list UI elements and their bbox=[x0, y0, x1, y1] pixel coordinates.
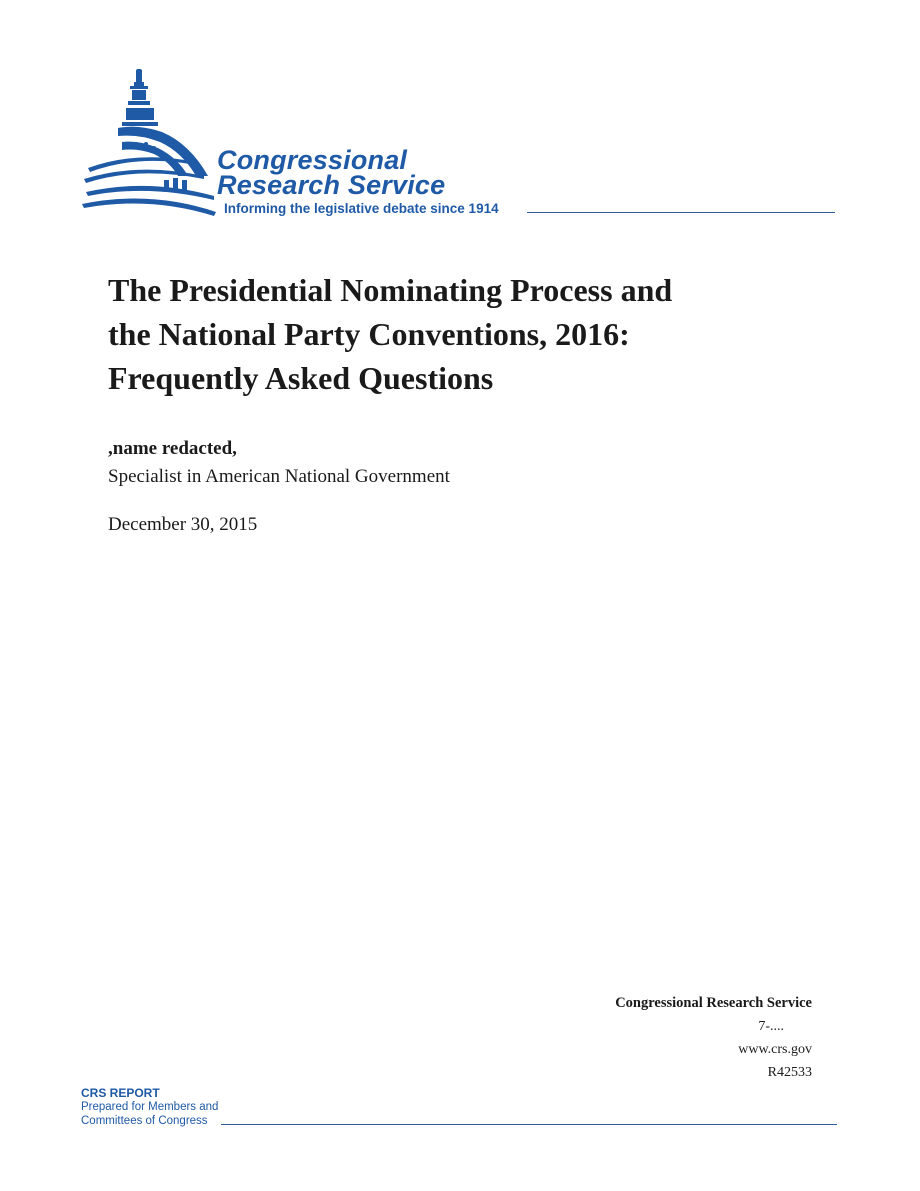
report-title bbox=[108, 268, 808, 400]
brand-name-line2: Research Service bbox=[217, 170, 446, 200]
report-number: R42533 bbox=[767, 1065, 812, 1080]
report-info-block bbox=[615, 992, 812, 1084]
brand-name-line1: Congressional bbox=[217, 145, 408, 175]
phone-number: 7-.... bbox=[758, 1019, 784, 1034]
author-name: ,name redacted, bbox=[108, 438, 237, 459]
footer-crs-report bbox=[81, 1086, 218, 1128]
header-rule bbox=[527, 212, 835, 213]
footer-line: Prepared for Members and bbox=[81, 1101, 219, 1113]
capitol-dome-icon bbox=[78, 66, 228, 221]
brand-tagline: Informing the legislative debate since 1914 bbox=[224, 201, 499, 216]
title-line: Frequently Asked Questions bbox=[108, 360, 494, 396]
website-link[interactable]: www.crs.gov bbox=[738, 1042, 812, 1057]
footer-label: CRS REPORT bbox=[81, 1086, 160, 1100]
footer-line: Committees of Congress bbox=[81, 1115, 208, 1127]
footer-rule bbox=[221, 1124, 837, 1125]
report-date: December 30, 2015 bbox=[108, 514, 258, 535]
org-name: Congressional Research Service bbox=[615, 995, 812, 1011]
crs-logo bbox=[78, 66, 838, 226]
title-line: the National Party Conventions, 2016: bbox=[108, 316, 630, 352]
title-line: The Presidential Nominating Process and bbox=[108, 272, 673, 308]
author-role: Specialist in American National Government bbox=[108, 466, 450, 487]
